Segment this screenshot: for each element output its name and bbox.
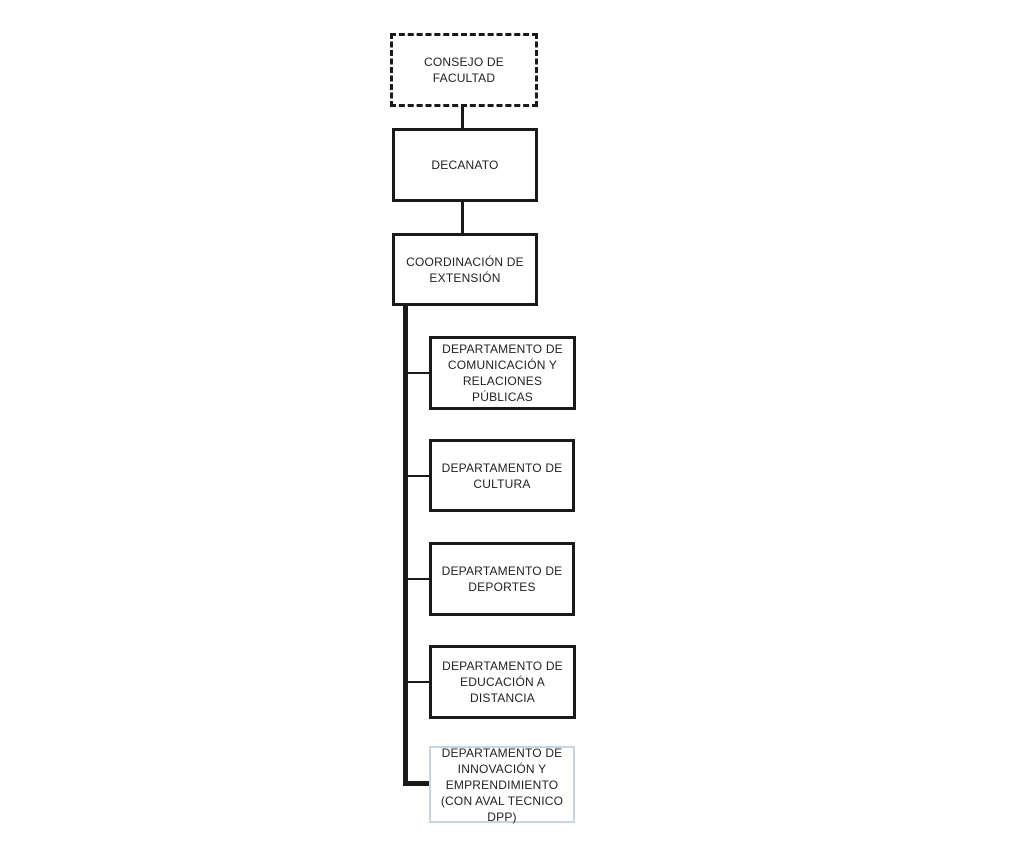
connector-branch-cultura (406, 475, 430, 477)
org-node-label: DEPARTAMENTO DE COMUNICACIÓN Y RELACIONES PÚBLICAS (442, 342, 563, 404)
org-node-departamento-cultura (429, 439, 575, 512)
org-node-label: COORDINACIÓN DE EXTENSIÓN (406, 254, 524, 285)
org-node-label: CONSEJO DE FACULTAD (423, 55, 504, 85)
org-node-label: DEPARTAMENTO DE INNOVACIÓN Y EMPRENDIMIENTO (CON AVAL TECNICO DPP) (440, 745, 564, 824)
org-node-label: DEPARTAMENTO DE EDUCACIÓN A DISTANCIA (442, 659, 563, 705)
org-node-decanato (392, 128, 538, 202)
connector-consejo-decanato (461, 105, 464, 129)
org-node-departamento-innovacion-emprendimiento (429, 746, 575, 823)
org-node-departamento-educacion-a-distancia (429, 645, 576, 719)
org-node-label: DECANATO (431, 158, 499, 172)
org-node-coordinacion-de-extension (392, 233, 538, 306)
org-node-departamento-comunicacion-relaciones-publicas (429, 336, 576, 410)
org-node-departamento-deportes (429, 542, 575, 616)
org-node-consejo-de-facultad (390, 33, 538, 107)
connector-branch-deportes (406, 578, 430, 580)
connector-trunk (403, 305, 408, 786)
connector-branch-innovacion (403, 781, 431, 786)
org-node-label: DEPARTAMENTO DE CULTURA (441, 460, 563, 491)
connector-branch-comunicacion (406, 372, 430, 374)
connector-decanato-coordinacion (461, 201, 464, 234)
connector-branch-educacion (406, 681, 430, 683)
org-node-label: DEPARTAMENTO DE DEPORTES (441, 564, 563, 594)
